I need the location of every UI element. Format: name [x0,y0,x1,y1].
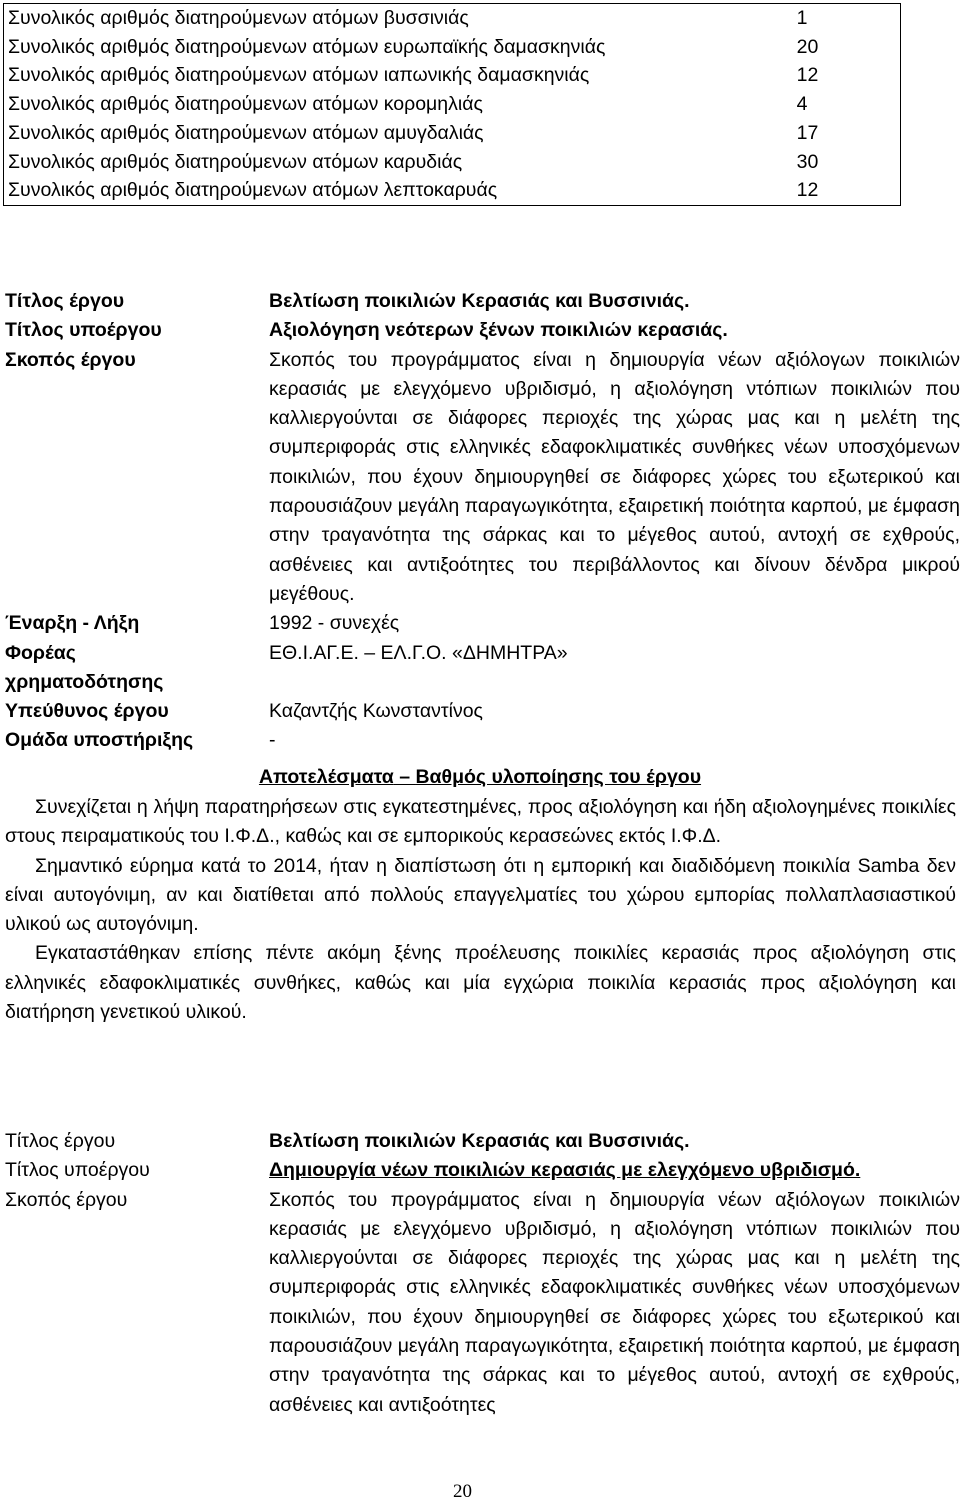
row-count: 1 [796,7,808,29]
results-heading-part2: Βαθμός υλοποίησης του έργου [415,766,702,788]
row-count: 30 [796,150,819,173]
results-heading-sep: – [393,766,416,788]
row-count: 12 [796,64,819,87]
project-team-row [5,726,960,755]
project-purpose-row [5,346,960,610]
project-subtitle: Δημιουργία νέων ποικιλιών κερασιάς με ελεγχόμενο υβριδισμό. [269,1159,861,1182]
project-purpose-row [5,1186,960,1420]
project-subtitle-row [5,1156,960,1185]
row-count: 17 [796,121,819,144]
project-1 [5,287,960,756]
field-label: Τίτλος υποέργου [5,1159,150,1182]
results-heading [0,763,960,792]
field-label: Σκοπός έργου [5,348,136,371]
row-count: 12 [796,179,819,202]
project-period: 1992 - συνεχές [269,612,400,635]
field-label: Ομάδα υποστήριξης [5,729,194,752]
summary-table [3,3,901,206]
project-purpose: Σκοπός του προγράμματος είναι η δημιουργία νέων αξιόλογων ποικιλιών κερασιάς με ελεγχόμενο υβριδισμό, η αξιολόγηση ντόπιων ποικιλιών που καλλιεργούνται σε διάφορες περιοχές της χώρας μας και η μελέτη της συμπεριφοράς στις ελληνικές εδαφοκλιματικές συνθήκες νέων υποσχόμενων ποικιλιών, που έχουν δημιουργηθεί σε διάφορες χώρες του εξωτερικού και παρουσιάζουν μεγάλη παραγωγικότητα, εξαιρετική ποιότητα καρπού, με έμφαση στην τραγανότητα της σάρκας και το μέγεθος αυτού, αντοχή σε εχθρούς, ασθένειες και αντιξοότητες του περιβάλλοντος και δίνουν δένδρα μικρού μεγέθους. [269,348,960,605]
project-funding: ΕΘ.Ι.ΑΓ.Ε. – ΕΛ.Γ.Ο. «ΔΗΜΗΤΡΑ» [269,641,568,664]
results-body [5,793,956,1027]
project-purpose: Σκοπός του προγράμματος είναι η δημιουργία νέων αξιόλογων ποικιλιών κερασιάς με ελεγχόμενο υβριδισμό, η αξιολόγηση ντόπιων ποικιλιών που καλλιεργούνται σε διάφορες περιοχές της χώρας μας και η μελέτη της συμπεριφοράς στις ελληνικές εδαφοκλιματικές συνθήκες νέων υποσχόμενων ποικιλιών, που έχουν δημιουργηθεί σε διάφορες χώρες του εξωτερικού και παρουσιάζουν μεγάλη παραγωγικότητα, εξαιρετική ποιότητα καρπού, με έμφαση στην τραγανότητα της σάρκας και το μέγεθος αυτού, αντοχή σε εχθρούς, ασθένειες και αντιξοότητες [269,1188,960,1416]
row-label: Συνολικός αριθμός διατηρούμενων ατόμων λεπτοκαρυάς [8,179,498,202]
field-label: Τίτλος έργου [5,290,125,312]
field-label: Υπεύθυνος έργου [5,700,169,723]
field-label: Τίτλος έργου [5,1130,116,1152]
row-label: Συνολικός αριθμός διατηρούμενων ατόμων βυσσινιάς [8,7,469,29]
project-subtitle-row [5,316,960,345]
field-label: Τίτλος υποέργου [5,319,162,342]
table-row [4,176,901,205]
field-label: Σκοπός έργου [5,1188,128,1211]
row-count: 20 [796,35,819,58]
row-label: Συνολικός αριθμός διατηρούμενων ατόμων αμυγδαλιάς [8,121,484,144]
page-number: 20 [453,1481,472,1502]
table-row [4,119,901,148]
table-row [4,90,901,119]
results-paragraph: Εγκαταστάθηκαν επίσης πέντε ακόμη ξένης προέλευσης ποικιλίες κερασιάς προς αξιολόγηση στις ελληνικές εδαφοκλιματικές συνθήκες, καθώς και μία εγχώρια ποικιλία κερασιάς προς αξιολόγηση και διατήρηση γενετικού υλικού. [5,942,956,1024]
row-label: Συνολικός αριθμός διατηρούμενων ατόμων ιαπωνικής δαμασκηνιάς [8,64,590,87]
project-period-row [5,609,960,638]
row-count: 4 [796,93,808,116]
results-paragraph: Σημαντικό εύρημα κατά το 2014, ήταν η διαπίστωση ότι η εμπορική και διαδιδόμενη ποικιλία Samba δεν είναι αυτογόνιμη, αν και διατίθεται από πολλούς επαγγελματίες του χώρου εμπορίας πολλαπλασιαστικού υλικού ως αυτογόνιμη. [5,854,956,936]
table-row [4,61,901,90]
project-title: Βελτίωση ποικιλιών Κερασιάς και Βυσσινιάς. [269,1130,690,1152]
results-paragraph: Συνεχίζεται η λήψη παρατηρήσεων στις εγκατεστημένες, προς αξιολόγηση και ήδη αξιολογημένες ποικιλίες στους πειραματικούς του Ι.Φ.Δ., καθώς και σε εμπορικούς κερασεώνες εκτός Ι.Φ.Δ. [5,796,956,848]
row-label: Συνολικός αριθμός διατηρούμενων ατόμων καρυδιάς [8,150,463,173]
table-row [4,148,901,177]
project-title-row [5,1127,960,1156]
field-label: Έναρξη - Λήξη [5,612,140,635]
project-funding-row [5,639,960,698]
table-row [4,33,901,62]
project-manager-row [5,697,960,726]
project-manager: Καζαντζής Κωνσταντίνος [269,700,483,723]
project-team: - [269,729,276,752]
row-label: Συνολικός αριθμός διατηρούμενων ατόμων κορομηλιάς [8,93,483,116]
funding-label: Φορέας χρηματοδότησης [5,641,164,693]
project-title: Βελτίωση ποικιλιών Κερασιάς και Βυσσινιάς. [269,290,690,312]
project-title-row [5,287,960,316]
project-subtitle: Αξιολόγηση νεότερων ξένων ποικιλιών κερασιάς. [269,319,728,342]
project-2 [5,1127,960,1420]
row-label: Συνολικός αριθμός διατηρούμενων ατόμων ευρωπαϊκής δαμασκηνιάς [8,35,606,58]
results-heading-part1: Αποτελέσματα [258,766,394,788]
table-row [4,4,901,33]
field-label [5,639,269,698]
